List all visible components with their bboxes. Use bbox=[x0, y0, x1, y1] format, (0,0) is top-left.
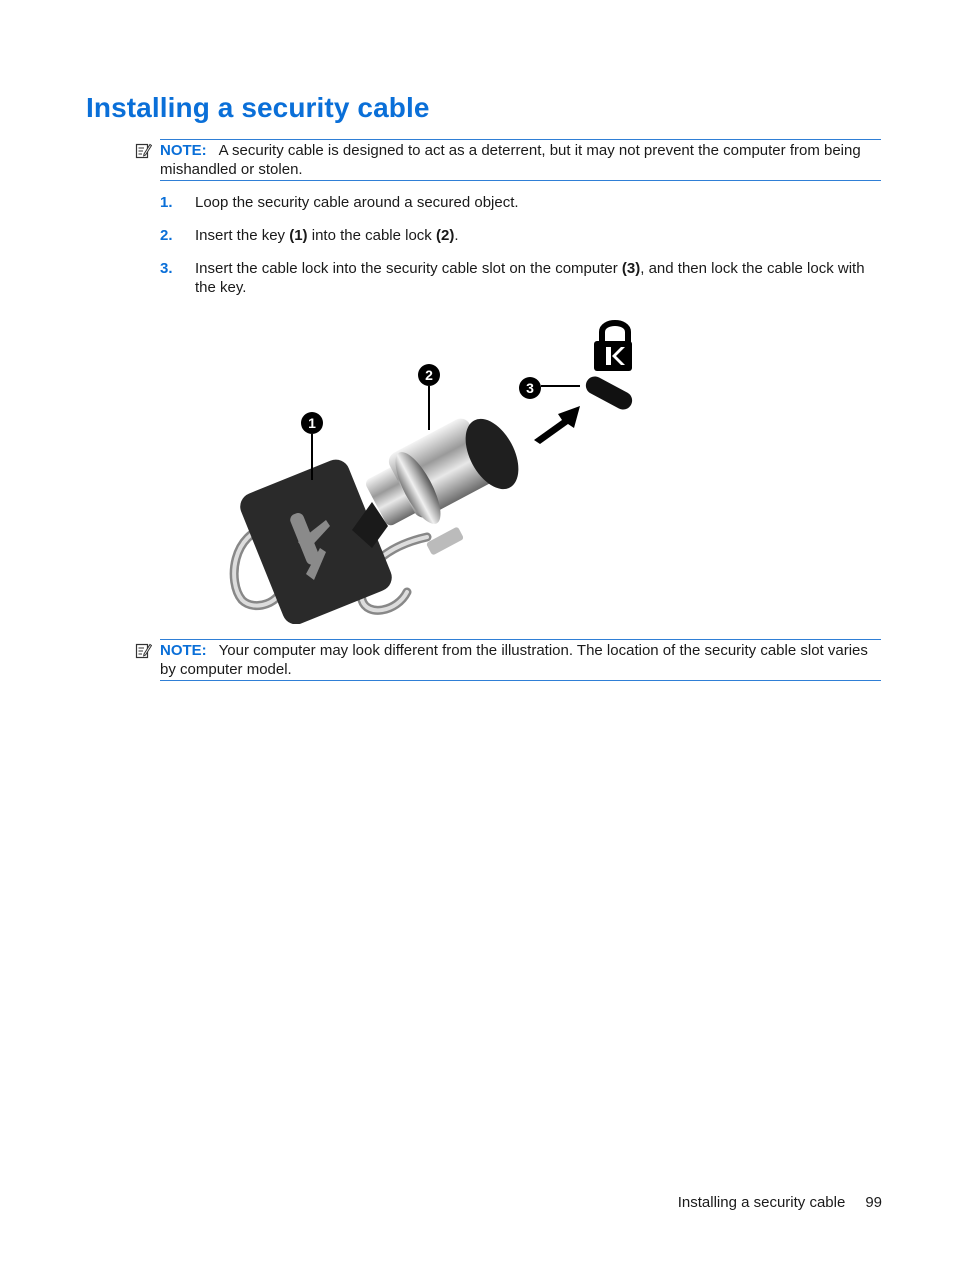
step-text: Insert the key bbox=[195, 227, 290, 244]
step-ref: (2) bbox=[435, 227, 455, 244]
note-top bbox=[160, 139, 881, 181]
note-bottom bbox=[160, 639, 881, 681]
list-item bbox=[160, 193, 881, 212]
page-footer bbox=[678, 1193, 882, 1212]
step-text: Loop the security cable around a secured object. bbox=[195, 194, 519, 211]
step-text: Insert the cable lock into the security cable slot on the computer bbox=[195, 260, 622, 277]
step-ref: (1) bbox=[289, 227, 308, 244]
note-icon bbox=[135, 142, 152, 159]
list-item bbox=[160, 259, 881, 297]
note-label: NOTE: bbox=[160, 642, 207, 659]
step-number: 1. bbox=[160, 194, 173, 211]
security-slot-icon bbox=[583, 373, 636, 412]
security-cable-illustration bbox=[222, 312, 642, 624]
callout-2 bbox=[418, 364, 440, 430]
step-number: 3. bbox=[160, 260, 173, 277]
kensington-lock-icon bbox=[594, 323, 632, 371]
cable-lock-icon bbox=[364, 410, 529, 556]
note-icon bbox=[135, 642, 152, 659]
note-text: A security cable is designed to act as a deterrent, but it may not prevent the computer from being mishandled or stolen. bbox=[160, 142, 861, 178]
step-text: into the cable lock bbox=[307, 227, 436, 244]
steps-list bbox=[160, 193, 881, 311]
svg-text:3: 3 bbox=[526, 380, 534, 396]
svg-text:2: 2 bbox=[425, 367, 433, 383]
footer-section-title: Installing a security cable bbox=[677, 1194, 846, 1211]
list-item bbox=[160, 226, 881, 245]
step-number: 2. bbox=[160, 227, 173, 244]
step-text: , and then lock the cable lock with the key. bbox=[195, 260, 865, 296]
step-text: . bbox=[454, 227, 459, 244]
callout-3 bbox=[519, 377, 580, 399]
arrow-right-icon bbox=[534, 406, 580, 444]
step-ref: (3) bbox=[621, 260, 641, 277]
svg-text:1: 1 bbox=[308, 415, 316, 431]
note-text: Your computer may look different from the illustration. The location of the security cable slot varies by computer model. bbox=[160, 642, 868, 678]
page-title: Installing a security cable bbox=[86, 92, 430, 123]
note-label: NOTE: bbox=[160, 142, 207, 159]
page-number: 99 bbox=[865, 1194, 882, 1211]
